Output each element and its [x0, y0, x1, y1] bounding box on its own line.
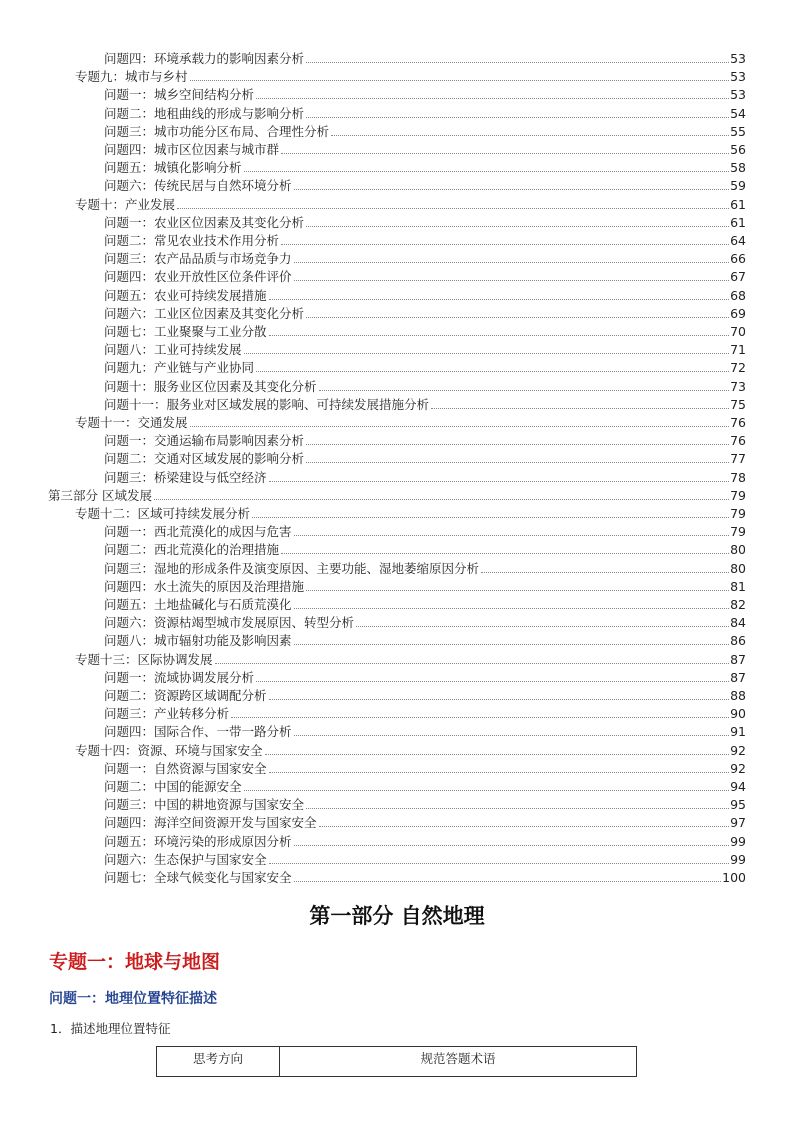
toc-page-number: 99	[730, 851, 746, 867]
toc-dot-leader	[306, 462, 729, 463]
toc-entry[interactable]	[104, 849, 746, 867]
toc-entry[interactable]	[104, 576, 746, 594]
toc-entry[interactable]	[104, 703, 746, 721]
toc-entry[interactable]	[104, 430, 746, 448]
toc-dot-leader	[294, 881, 722, 882]
toc-dot-leader	[265, 754, 730, 755]
toc-dot-leader	[190, 80, 730, 81]
toc-dot-leader	[269, 481, 730, 482]
toc-entry[interactable]	[104, 667, 746, 685]
toc-page-number: 84	[730, 615, 746, 631]
toc-entry[interactable]	[104, 867, 746, 885]
toc-dot-leader	[306, 317, 729, 318]
toc-page-number: 90	[730, 706, 746, 722]
toc-dot-leader	[294, 644, 730, 645]
toc-page-number: 72	[730, 360, 746, 376]
toc-entry-label: 问题一：自然资源与国家安全	[104, 760, 267, 776]
toc-entry[interactable]	[104, 758, 746, 776]
toc-entry[interactable]	[75, 649, 746, 667]
toc-dot-leader	[244, 171, 730, 172]
toc-page-number: 87	[730, 669, 746, 685]
toc-entry-label: 问题五：土地盐碱化与石质荒漠化	[104, 597, 292, 612]
toc-dot-leader	[244, 353, 730, 354]
toc-dot-leader	[294, 845, 730, 846]
toc-entry[interactable]	[104, 230, 746, 248]
toc-entry[interactable]	[75, 740, 746, 758]
toc-page-number: 94	[730, 779, 746, 794]
toc-dot-leader	[215, 663, 730, 664]
toc-dot-leader	[294, 280, 730, 281]
toc-entry[interactable]	[48, 485, 746, 503]
toc-entry-label: 问题一：城乡空间结构分析	[104, 87, 255, 103]
toc-dot-leader	[481, 572, 729, 573]
toc-dot-leader	[294, 608, 730, 609]
toc-entry[interactable]	[104, 776, 746, 794]
toc-entry[interactable]	[104, 467, 746, 485]
toc-dot-leader	[231, 717, 729, 718]
toc-entry-label: 问题二：西北荒漠化的治理措施	[104, 542, 280, 558]
toc-page-number: 59	[730, 178, 746, 194]
toc-entry[interactable]	[104, 612, 746, 630]
toc-dot-leader	[269, 335, 730, 336]
special-heading: 专题一：地球与地图	[49, 951, 221, 973]
toc-dot-leader	[294, 535, 730, 536]
item-text: 1．描述地理位置特征	[50, 1021, 171, 1036]
toc-page-number: 64	[730, 233, 746, 248]
toc-dot-leader	[306, 444, 729, 445]
toc-entry-label: 问题三：中国的耕地资源与国家安全	[104, 797, 305, 813]
table-header-cell: 思考方向	[157, 1047, 280, 1077]
toc-dot-leader	[306, 62, 729, 63]
toc-entry[interactable]	[75, 66, 746, 84]
toc-entry[interactable]	[75, 503, 746, 521]
toc-page-number: 79	[730, 487, 746, 503]
toc-entry-label: 问题四：环境承载力的影响因素分析	[104, 51, 305, 66]
toc-dot-leader	[281, 153, 729, 154]
toc-entry[interactable]	[104, 212, 746, 230]
toc-entry-label: 问题一：交通运输布局影响因素分析	[104, 433, 305, 449]
toc-entry[interactable]	[104, 139, 746, 157]
toc-page-number: 55	[730, 123, 746, 139]
toc-entry[interactable]	[104, 394, 746, 412]
toc-entry-label: 问题二：中国的能源安全	[104, 779, 242, 794]
toc-entry[interactable]	[104, 831, 746, 849]
toc-page-number: 70	[730, 324, 746, 339]
toc-page-number: 87	[730, 651, 746, 667]
toc-entry-label: 问题七：全球气候变化与国家安全	[104, 870, 292, 885]
toc-page-number: 82	[730, 597, 746, 612]
toc-dot-leader	[269, 863, 730, 864]
toc-entry-label: 问题四：城市区位因素与城市群	[104, 142, 280, 157]
toc-page-number: 56	[730, 142, 746, 157]
toc-entry-label: 问题三：产业转移分析	[104, 706, 230, 722]
toc-entry-label: 问题十：服务业区位因素及其变化分析	[104, 378, 317, 394]
toc-page-number: 81	[730, 578, 746, 594]
toc-page-number: 75	[730, 396, 746, 412]
toc-dot-leader	[269, 699, 730, 700]
toc-page-number: 79	[730, 524, 746, 540]
toc-entry-label: 问题七：工业聚聚与工业分散	[104, 324, 267, 339]
toc-dot-leader	[319, 390, 730, 391]
toc-entry[interactable]	[104, 266, 746, 284]
toc-entry-label: 专题十一：交通发展	[75, 415, 188, 430]
toc-page-number: 53	[730, 69, 746, 85]
toc-entry-label: 问题八：城市辐射功能及影响因素	[104, 633, 292, 649]
toc-entry-label: 专题九：城市与乡村	[75, 69, 188, 85]
toc-entry[interactable]	[75, 412, 746, 430]
toc-entry-label: 问题四：水土流失的原因及治理措施	[104, 578, 305, 594]
toc-entry-label: 问题二：资源跨区域调配分析	[104, 688, 267, 703]
toc-page-number: 67	[730, 269, 746, 285]
toc-entry-label: 问题四：海洋空间资源开发与国家安全	[104, 815, 317, 831]
toc-dot-leader	[306, 226, 729, 227]
toc-entry[interactable]	[104, 48, 746, 66]
toc-page-number: 53	[730, 51, 746, 66]
toc-dot-leader	[190, 426, 730, 427]
toc-entry-label: 问题三：湿地的形成条件及演变原因、主要功能、湿地萎缩原因分析	[104, 560, 480, 576]
toc-entry-label: 问题八：工业可持续发展	[104, 342, 242, 358]
toc-dot-leader	[256, 681, 729, 682]
toc-entry[interactable]	[104, 339, 746, 357]
toc-page-number: 88	[730, 688, 746, 703]
toc-entry[interactable]	[104, 539, 746, 557]
toc-entry[interactable]	[104, 594, 746, 612]
toc-entry[interactable]	[104, 303, 746, 321]
toc-entry[interactable]	[104, 685, 746, 703]
toc-dot-leader	[256, 371, 729, 372]
toc-dot-leader	[281, 244, 729, 245]
toc-dot-leader	[306, 117, 729, 118]
toc-page-number: 95	[730, 797, 746, 813]
toc-entry[interactable]	[104, 248, 746, 266]
toc-entry[interactable]	[104, 84, 746, 102]
toc-dot-leader	[281, 553, 729, 554]
toc-entry[interactable]	[104, 376, 746, 394]
answer-table	[156, 1046, 637, 1077]
toc-entry-label: 问题五：农业可持续发展措施	[104, 287, 267, 303]
toc-dot-leader	[294, 735, 730, 736]
toc-page-number: 68	[730, 287, 746, 303]
toc-entry-label: 专题十四：资源、环境与国家安全	[75, 742, 263, 758]
toc-entry-label: 问题十一：服务业对区域发展的影响、可持续发展措施分析	[104, 396, 430, 412]
toc-page-number: 76	[730, 433, 746, 449]
toc-page-number: 53	[730, 87, 746, 103]
toc-page-number: 97	[730, 815, 746, 831]
toc-entry-label: 专题十二：区域可持续发展分析	[75, 506, 251, 521]
toc-entry-label: 问题一：西北荒漠化的成因与危害	[104, 524, 292, 540]
toc-dot-leader	[294, 262, 730, 263]
toc-page-number: 78	[730, 469, 746, 485]
toc-entry-label: 问题一：流域协调发展分析	[104, 669, 255, 685]
toc-entry-label: 专题十三：区际协调发展	[75, 651, 213, 667]
toc-dot-leader	[269, 299, 730, 300]
toc-page-number: 76	[730, 415, 746, 430]
toc-page-number: 91	[730, 724, 746, 740]
toc-dot-leader	[306, 808, 729, 809]
toc-entry[interactable]	[104, 103, 746, 121]
toc-dot-leader	[256, 98, 729, 99]
toc-entry-label: 问题四：农业开放性区位条件评价	[104, 269, 292, 285]
toc-entry-label: 问题五：城镇化影响分析	[104, 160, 242, 176]
toc-page-number: 61	[730, 214, 746, 230]
toc-dot-leader	[431, 408, 729, 409]
toc-dot-leader	[331, 135, 729, 136]
toc-entry[interactable]	[104, 321, 746, 339]
toc-entry-label: 问题六：生态保护与国家安全	[104, 851, 267, 867]
toc-entry[interactable]	[104, 448, 746, 466]
toc-page-number: 73	[730, 378, 746, 394]
toc-entry-label: 问题三：农产品品质与市场竞争力	[104, 251, 292, 267]
toc-entry[interactable]	[104, 630, 746, 648]
toc-page-number: 80	[730, 542, 746, 558]
toc-entry[interactable]	[104, 357, 746, 375]
toc-entry[interactable]	[104, 721, 746, 739]
toc-page-number: 69	[730, 305, 746, 321]
toc-dot-leader	[154, 499, 729, 500]
toc-page-number: 54	[730, 105, 746, 121]
toc-entry-label: 问题一：农业区位因素及其变化分析	[104, 214, 305, 230]
toc-page-number: 61	[730, 196, 746, 212]
toc-entry-label: 问题五：环境污染的形成原因分析	[104, 833, 292, 849]
part-heading: 第一部分 自然地理	[309, 903, 485, 928]
toc-page-number: 86	[730, 633, 746, 649]
toc-entry-label: 问题六：传统民居与自然环境分析	[104, 178, 292, 194]
toc-page-number: 79	[730, 506, 746, 521]
toc-dot-leader	[319, 826, 730, 827]
toc-dot-leader	[294, 189, 730, 190]
toc-dot-leader	[177, 208, 729, 209]
toc-entry-label: 问题二：地租曲线的形成与影响分析	[104, 105, 305, 121]
toc-page-number: 77	[730, 451, 746, 467]
question-heading: 问题一：地理位置特征描述	[49, 991, 217, 1007]
toc-entry-label: 第三部分 区域发展	[48, 487, 152, 503]
toc-entry-label: 问题六：资源枯竭型城市发展原因、转型分析	[104, 615, 355, 631]
toc-entry-label: 问题四：国际合作、一带一路分析	[104, 724, 292, 740]
toc-page-number: 58	[730, 160, 746, 176]
table-header-cell: 规范答题术语	[280, 1047, 637, 1077]
toc-entry-label: 问题二：交通对区域发展的影响分析	[104, 451, 305, 467]
toc-page-number: 66	[730, 251, 746, 267]
toc-entry[interactable]	[104, 175, 746, 193]
toc-entry[interactable]	[75, 194, 746, 212]
toc-page-number: 71	[730, 342, 746, 358]
toc-entry-label: 问题二：常见农业技术作用分析	[104, 233, 280, 248]
toc-entry-label: 问题三：城市功能分区布局、合理性分析	[104, 123, 330, 139]
toc-dot-leader	[356, 626, 729, 627]
toc-page-number: 80	[730, 560, 746, 576]
toc-page-number: 92	[730, 742, 746, 758]
toc-page-number: 100	[722, 870, 746, 885]
toc-entry[interactable]	[104, 558, 746, 576]
toc-dot-leader	[244, 790, 730, 791]
toc-dot-leader	[269, 772, 730, 773]
toc-entry[interactable]	[104, 157, 746, 175]
toc-entry-label: 问题三：桥梁建设与低空经济	[104, 469, 267, 485]
table-header-row	[157, 1047, 637, 1077]
toc-entry[interactable]	[104, 285, 746, 303]
toc-entry[interactable]	[104, 794, 746, 812]
toc-entry-label: 问题六：工业区位因素及其变化分析	[104, 305, 305, 321]
toc-page-number: 99	[730, 833, 746, 849]
toc-entry[interactable]	[104, 521, 746, 539]
toc-dot-leader	[252, 517, 729, 518]
toc-dot-leader	[306, 590, 729, 591]
toc-entry-label: 问题九：产业链与产业协同	[104, 360, 255, 376]
toc-entry-label: 专题十：产业发展	[75, 196, 176, 212]
toc-entry[interactable]	[104, 812, 746, 830]
toc-entry[interactable]	[104, 121, 746, 139]
toc-page-number: 92	[730, 760, 746, 776]
